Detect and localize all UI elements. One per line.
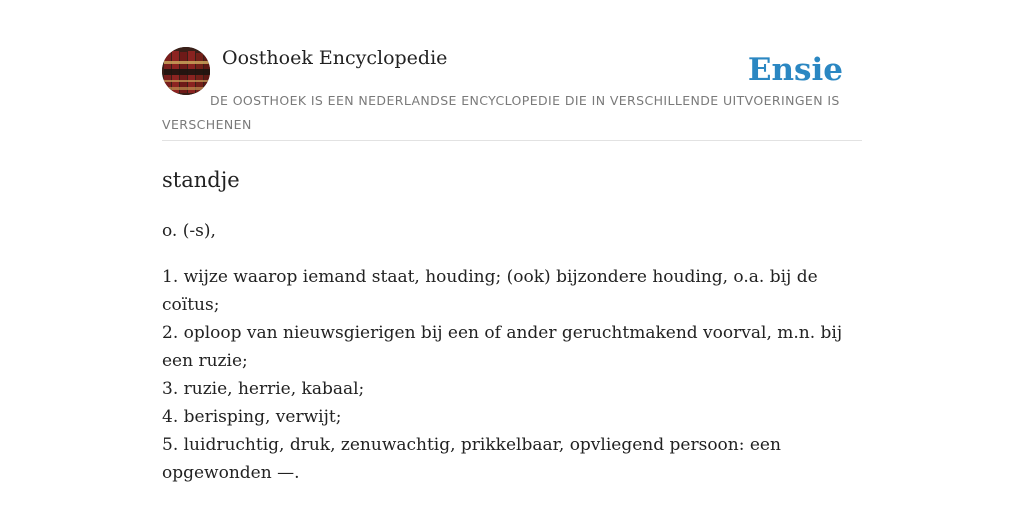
- grammar-info: o. (-s),: [162, 221, 216, 241]
- sense-item: 1. wijze waarop iemand staat, houding; (ook) bijzondere houding, o.a. bij de coïtus;: [162, 267, 818, 315]
- source-name-link[interactable]: Oosthoek Encyclopedie: [222, 47, 448, 69]
- sense-item: 5. luidruchtig, druk, zenuwachtig, prikkelbaar, opvliegend persoon: een opgewonden —.: [162, 435, 781, 483]
- sense-item: 4. berisping, verwijt;: [162, 407, 342, 427]
- sense-list: [162, 263, 852, 487]
- ensie-logo-link[interactable]: Ensie: [747, 52, 843, 88]
- source-header: [162, 46, 862, 141]
- source-description: DE OOSTHOEK IS EEN NEDERLANDSE ENCYCLOPEDIE DIE IN VERSCHILLENDE UITVOERINGEN IS VERSCHENEN: [162, 93, 840, 132]
- entry-term: standje: [162, 168, 240, 192]
- entry-card: [162, 46, 862, 487]
- sense-item: 3. ruzie, herrie, kabaal;: [162, 379, 365, 399]
- source-avatar[interactable]: [162, 47, 210, 95]
- book-spines-icon: [162, 47, 210, 95]
- sense-item: 2. oploop van nieuwsgierigen bij een of ander geruchtmakend voorval, m.n. bij een ruzie;: [162, 323, 843, 371]
